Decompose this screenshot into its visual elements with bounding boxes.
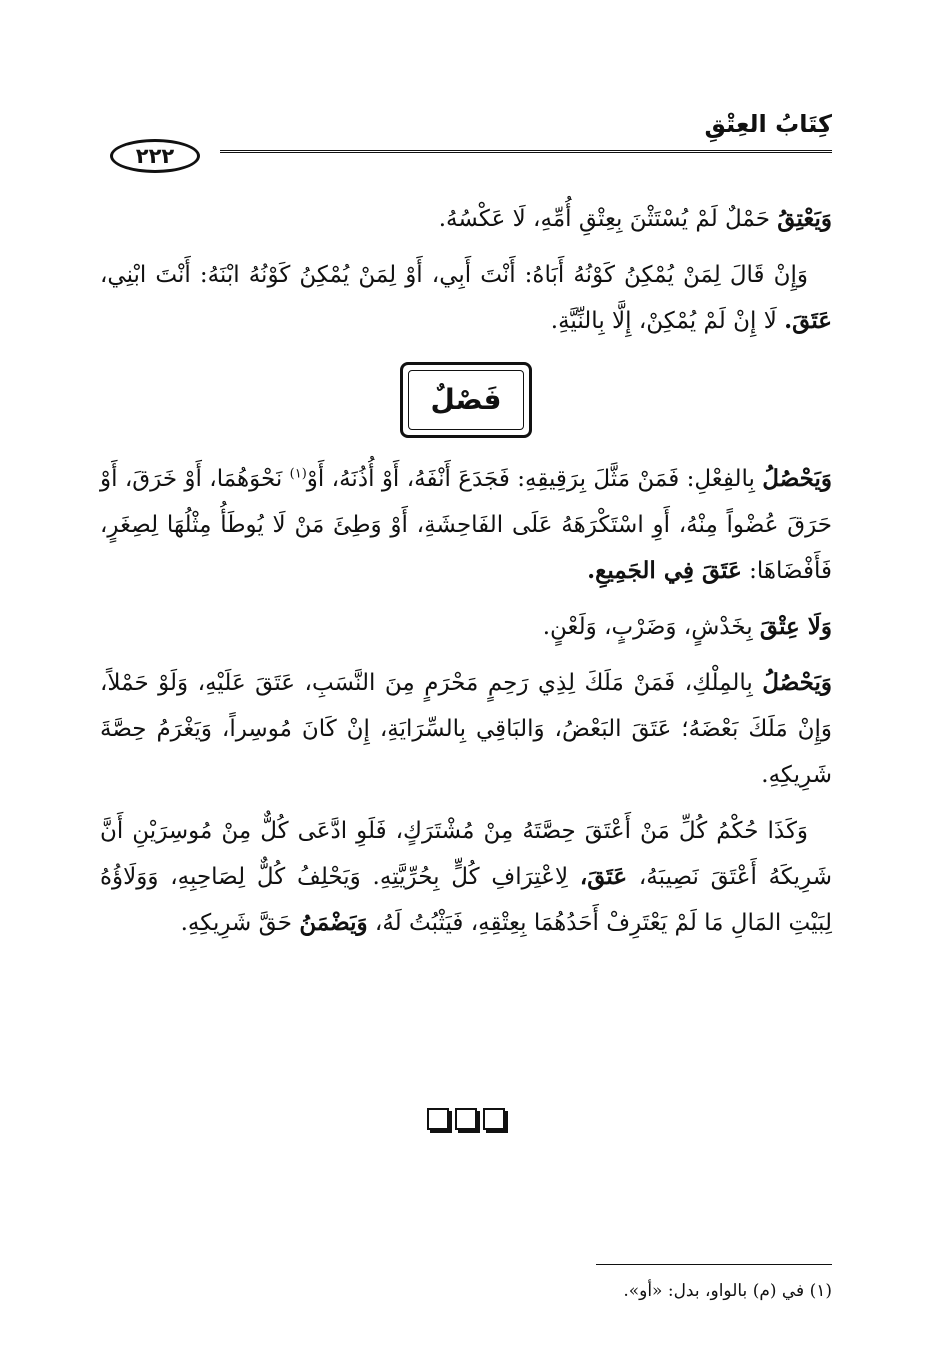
footnote-marker[interactable]: (١) bbox=[289, 466, 307, 482]
paragraph bbox=[100, 604, 832, 650]
section-frame bbox=[400, 362, 532, 438]
page-number: ٢٢٢ bbox=[110, 139, 200, 173]
keyword: وَلَا عِتْقَ bbox=[759, 613, 832, 640]
paragraph-text: وَكَذَا حُكْمُ كُلِّ مَنْ أَعْتَقَ حِصَّتَهُ مِنْ مُشْتَرَكٍ، فَلَوِ ادَّعَى كُلٌّ مِنْ مُوسِرَيْنِ أَنَّ شَرِيكَهُ أَعْتَقَ نَصِيبَهُ، bbox=[100, 818, 833, 890]
keyword: عَتَقَ، bbox=[579, 863, 628, 890]
keyword: وَيَحْصُلُ bbox=[762, 669, 832, 696]
paragraph-text: بِالفِعْلِ: فَمَنْ مَثَّلَ بِرَقِيقِهِ: فَجَدَعَ أَنْفَهُ، أَوْ أُذُنَهُ، أَوْ bbox=[306, 466, 763, 492]
paragraph-text: بِالمِلْكِ، فَمَنْ مَلَكَ لِذِي رَحِمٍ مَحْرَمٍ مِنَ النَّسَبِ، عَتَقَ عَلَيْهِ، وَلَوْ حَمْلاً، وَإِنْ مَلَكَ بَعْضَهُ؛ عَتَقَ البَعْضُ، وَالبَاقِي بِالسِّرَايَةِ، إِنْ كَانَ مُوسِراً، وَيَغْرَمُ حِصَّةَ شَرِيكِهِ. bbox=[100, 670, 832, 788]
section-heading bbox=[100, 362, 832, 438]
keyword: عَتَقَ. bbox=[784, 307, 832, 334]
ornament-square-icon bbox=[483, 1108, 505, 1130]
ornament-square-icon bbox=[427, 1108, 449, 1130]
page-number-badge bbox=[100, 138, 210, 174]
footnote: (١) في (م) بالواو، بدل: «أو». bbox=[623, 1281, 832, 1301]
paragraph-text: بِخَدْشٍ، وَضَرْبٍ، وَلَعْنٍ. bbox=[542, 614, 760, 640]
section-end-ornament bbox=[0, 1108, 932, 1130]
paragraph bbox=[100, 252, 832, 344]
main-text bbox=[100, 196, 832, 956]
ornament-square-icon bbox=[455, 1108, 477, 1130]
paragraph bbox=[100, 456, 832, 594]
keyword: وَيَضْمَنُ bbox=[299, 909, 368, 936]
keyword: وَيَعْتِقُ bbox=[777, 205, 832, 232]
page-header bbox=[100, 108, 832, 168]
paragraph-text: حَمْلٌ لَمْ يُسْتَثْنَ بِعِتْقِ أُمِّهِ، لَا عَكْسُهُ. bbox=[438, 206, 778, 232]
paragraph bbox=[100, 808, 832, 946]
paragraph-text: نَحْوَهُمَا، أَوْ خَرَقَ، أَوْ حَرَقَ عُضْواً مِنْهُ، أَوِ اسْتَكْرَهَهُ عَلَى الفَاحِشَةِ، أَوْ وَطِئَ مَنْ لَا يُوطَأُ مِثْلُهَا لِصِغَرٍ، فَأَفْضَاهَا: bbox=[100, 466, 832, 584]
footnote-rule bbox=[596, 1264, 832, 1265]
section-title: فَصْلٌ bbox=[408, 370, 524, 430]
keyword: وَيَحْصُلُ bbox=[762, 465, 833, 492]
header-rule bbox=[220, 150, 832, 155]
paragraph-text: وَإِنْ قَالَ لِمَنْ يُمْكِنُ كَوْنُهُ أَبَاهُ: أَنْتَ أَبِي، أَوْ لِمَنْ يُمْكِنُ كَوْنُهُ ابْنَهُ: أَنْتَ ابْنِي، bbox=[100, 262, 808, 288]
paragraph-text: لَا إِنْ لَمْ يُمْكِنْ، إِلَّا بِالنِّيَّةِ. bbox=[550, 308, 785, 334]
paragraph-text: لِاعْتِرَافِ كُلٍّ بِحُرِّيَّتِهِ. وَيَحْلِفُ كُلٌّ لِصَاحِبِهِ، وَوَلَاؤُهُ لِبَيْتِ المَالِ مَا لَمْ يَعْتَرِفْ أَحَدُهُمَا بِعِتْقِهِ، فَيَثْبُتُ لَهُ، bbox=[100, 864, 832, 936]
paragraph bbox=[100, 660, 832, 798]
book-title: كِتَابُ العِتْقِ bbox=[704, 110, 832, 138]
keyword: عَتَقَ فِي الجَمِيعِ. bbox=[587, 557, 742, 584]
paragraph bbox=[100, 196, 832, 242]
paragraph-text: حَقَّ شَرِيكِهِ. bbox=[180, 910, 300, 936]
